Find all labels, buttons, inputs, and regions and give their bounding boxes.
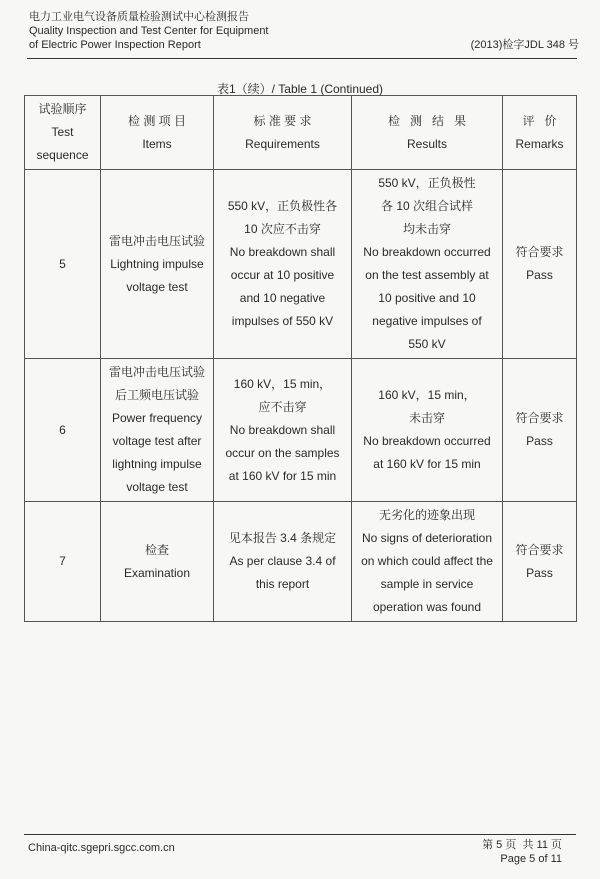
page-number-cn: 第 5 页 共 11 页 <box>482 839 562 851</box>
cell-requirement <box>214 502 352 622</box>
cell-sequence: 7 <box>25 502 101 622</box>
remark-cn: 符合要求 <box>515 245 564 259</box>
col-header-cn: 试验顺序 <box>38 102 87 116</box>
req-cn: 应不击穿 <box>258 399 307 414</box>
req-en: and 10 negative <box>239 291 326 305</box>
col-header-cn: 检 测 结 果 <box>387 113 466 128</box>
req-en: As per clause 3.4 of <box>229 554 336 568</box>
res-en: at 160 kV for 15 min <box>373 457 481 471</box>
res-en: on which could affect the <box>361 554 493 568</box>
footer-website: China-qitc.sgepri.sgcc.com.cn <box>28 842 175 854</box>
req-cn: 160 kV，15 min， <box>233 376 332 391</box>
remark-en: Pass <box>526 434 553 448</box>
item-en: Examination <box>123 565 191 580</box>
item-cn: 检查 <box>144 542 169 557</box>
item-en: voltage test <box>126 279 188 294</box>
col-header-sequence <box>25 96 101 170</box>
col-header-en: Test <box>51 125 74 139</box>
col-header-en: Items <box>142 136 172 151</box>
req-en: at 160 kV for 15 min <box>228 468 337 483</box>
table-title: 表1（续）/ Table 1 (Continued) <box>216 82 384 96</box>
page-number <box>482 838 562 866</box>
cell-sequence: 6 <box>25 359 101 502</box>
res-cn: 550 kV，正负极性 <box>378 176 476 190</box>
page-number-en: Page 5 of 11 <box>500 853 562 865</box>
col-header-cn: 标 准 要 求 <box>253 113 312 128</box>
res-en: No signs of deterioration <box>361 531 493 545</box>
cell-remark <box>503 170 577 359</box>
cell-result <box>352 170 503 359</box>
res-en: No breakdown occurred <box>363 434 491 448</box>
res-en: operation was found <box>372 600 482 614</box>
col-header-results <box>352 96 503 170</box>
col-header-cn: 评 价 <box>522 113 557 128</box>
item-en: voltage test <box>126 480 188 494</box>
col-header-cn: 检 测 项 目 <box>127 113 186 128</box>
req-en: No breakdown shall <box>229 245 336 259</box>
header-divider <box>27 58 577 59</box>
res-cn: 160 kV，15 min， <box>378 388 476 402</box>
results-table <box>24 95 577 622</box>
remark-en: Pass <box>526 268 553 282</box>
header-title-en-2: of Electric Power Inspection Report <box>29 39 201 51</box>
report-header <box>29 10 579 52</box>
req-cn: 550 kV，正负极性各 <box>227 199 338 213</box>
header-title-cn: 电力工业电气设备质量检验测试中心检测报告 <box>29 11 249 23</box>
item-en: voltage test after <box>112 434 202 448</box>
item-cn: 雷电冲击电压试验 <box>108 233 205 248</box>
req-en: occur on the samples <box>225 445 340 460</box>
cell-sequence: 5 <box>25 170 101 359</box>
item-en: Power frequency <box>111 411 203 425</box>
cell-item <box>101 359 214 502</box>
table-row <box>25 502 577 622</box>
col-header-items <box>101 96 214 170</box>
cell-remark <box>503 359 577 502</box>
col-header-en: Results <box>406 136 447 151</box>
col-header-en: Remarks <box>515 136 564 151</box>
res-en: on the test assembly at <box>365 268 489 282</box>
res-en: negative impulses of <box>372 314 482 328</box>
cell-result <box>352 359 503 502</box>
col-header-requirements <box>214 96 352 170</box>
res-cn: 均未击穿 <box>402 222 451 236</box>
req-en: this report <box>255 577 310 591</box>
item-en: Lightning impulse <box>110 256 204 271</box>
remark-cn: 符合要求 <box>515 411 564 425</box>
res-cn: 各 10 次组合试样 <box>380 199 474 213</box>
table-row <box>25 359 577 502</box>
table-row <box>25 170 577 359</box>
col-header-remarks <box>503 96 577 170</box>
col-header-en-2: sequence <box>36 148 89 162</box>
res-en: 550 kV <box>408 337 446 351</box>
cell-remark <box>503 502 577 622</box>
table-header-row <box>25 96 577 170</box>
res-en: No breakdown occurred <box>363 245 491 259</box>
res-en: sample in service <box>380 577 474 591</box>
item-en: lightning impulse <box>112 457 202 471</box>
req-cn: 见本报告 3.4 条规定 <box>228 531 337 545</box>
remark-en: Pass <box>526 565 553 580</box>
req-en: No breakdown shall <box>229 422 336 437</box>
req-en: impulses of 550 kV <box>231 314 334 328</box>
res-cn: 无劣化的迹象出现 <box>378 508 475 522</box>
col-header-en: Requirements <box>245 136 320 151</box>
cell-result <box>352 502 503 622</box>
cell-requirement <box>214 359 352 502</box>
req-cn: 10 次应不击穿 <box>244 222 321 236</box>
res-en: 10 positive and 10 <box>378 291 476 305</box>
cell-item <box>101 502 214 622</box>
header-title-en-1: Quality Inspection and Test Center for Equipment <box>29 25 269 37</box>
req-en: occur at 10 positive <box>230 268 335 282</box>
res-cn: 未击穿 <box>408 411 445 425</box>
item-cn: 后工频电压试验 <box>114 388 199 402</box>
footer-divider <box>24 834 576 835</box>
cell-requirement <box>214 170 352 359</box>
cell-item <box>101 170 214 359</box>
report-number: (2013)检字JDL 348 号 <box>470 39 579 51</box>
remark-cn: 符合要求 <box>515 542 564 557</box>
item-cn: 雷电冲击电压试验 <box>108 365 205 379</box>
